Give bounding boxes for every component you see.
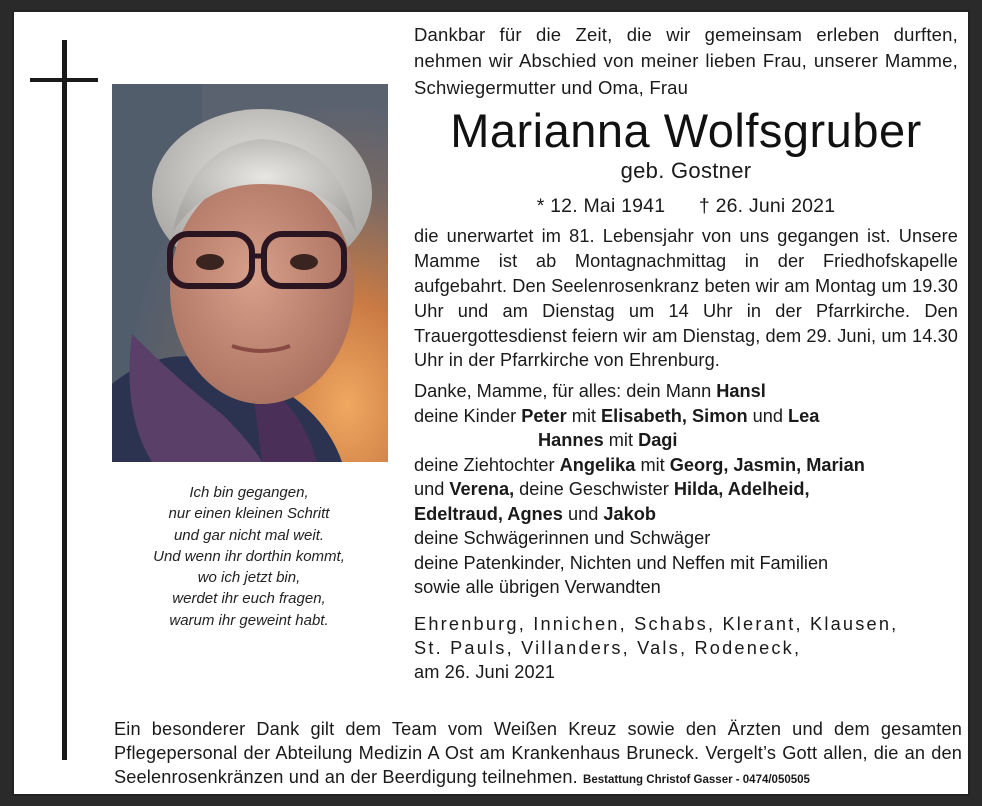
- thanks-text: [114, 717, 962, 793]
- poem-line: warum ihr geweint habt.: [169, 611, 329, 629]
- poem-line: werdet ihr euch fragen,: [172, 590, 326, 608]
- undertaker-credit: Bestattung Christof Gasser - 0474/050505: [583, 774, 810, 787]
- maiden-name: geb. Gostner: [620, 157, 752, 183]
- family-line: deine Schwägerinnen und Schwäger: [414, 528, 711, 549]
- family-line: deine Ziehtochter Angelika mit Georg, Jasmin, Marian: [414, 454, 865, 475]
- poem-line: wo ich jetzt bin,: [197, 569, 301, 587]
- announcement-text: die unerwartet im 81. Lebensjahr von uns gegangen ist. Unsere Mamme ist ab Montagnachmittag in der Friedhofskapelle aufgebahrt. Den Seelenrosenkranz beten wir am Montag um 19.30 Uhr und am Dienstag um 14 Uhr in der Pfarrkirche. Den Trauergottesdienst feiern wir am Dienstag, dem 29. Juni, um 14.30 Uhr in der Pfarrkirche von Ehrenburg.: [414, 225, 958, 371]
- cross-icon-bar: [30, 78, 98, 82]
- death-date: † 26. Juni 2021: [698, 194, 836, 217]
- poem-line: und gar nicht mal weit.: [173, 526, 325, 544]
- places-line: Ehrenburg, Innichen, Schabs, Klerant, Klausen,: [414, 613, 899, 634]
- thanks-body: Ein besonderer Dank gilt dem Team vom Weißen Kreuz sowie den Ärzten und dem gesamten Pflegepersonal der Abteilung Medizin A Ost am Krankenhaus Bruneck. Vergelt’s Gott allen, die an den Seelenrosenkränzen und an der Beerdigung teilnehmen.: [114, 719, 962, 788]
- family-line: Hannes mit Dagi: [538, 430, 678, 451]
- places-line: St. Pauls, Villanders, Vals, Rodeneck,: [414, 638, 802, 659]
- life-dates: [414, 192, 958, 220]
- family-line: deine Patenkinder, Nichten und Neffen mit Familien: [414, 552, 829, 573]
- poem-line: Ich bin gegangen,: [189, 484, 309, 501]
- intro-text: Dankbar für die Zeit, die wir gemeinsam erleben durften, nehmen wir Abschied von meiner lieben Frau, unserer Mamme, Schwiegermutter und Oma, Frau: [414, 24, 958, 98]
- cross-icon: [62, 40, 67, 760]
- portrait-illustration: [112, 84, 388, 462]
- poem-line: nur einen kleinen Schritt: [168, 505, 330, 523]
- family-line: Danke, Mamme, für alles: dein Mann Hansl: [414, 381, 766, 402]
- obituary-card: [12, 10, 970, 796]
- places-and-date: [414, 612, 958, 685]
- place-date: am 26. Juni 2021: [414, 662, 556, 683]
- family-line: Edeltraud, Agnes und Jakob: [414, 503, 656, 524]
- family-line: sowie alle übrigen Verwandten: [414, 577, 661, 598]
- poem-line: Und wenn ihr dorthin kommt,: [153, 547, 345, 565]
- portrait-photo: [112, 84, 388, 462]
- main-text-column: [414, 22, 958, 685]
- poem: [114, 482, 384, 631]
- family-line: deine Kinder Peter mit Elisabeth, Simon und Lea: [414, 405, 820, 426]
- birth-date: * 12. Mai 1941: [536, 194, 666, 217]
- deceased-name: Marianna Wolfsgruber: [450, 103, 922, 157]
- family-line: und Verena, deine Geschwister Hilda, Adelheid,: [414, 479, 810, 500]
- family-list: [414, 379, 958, 600]
